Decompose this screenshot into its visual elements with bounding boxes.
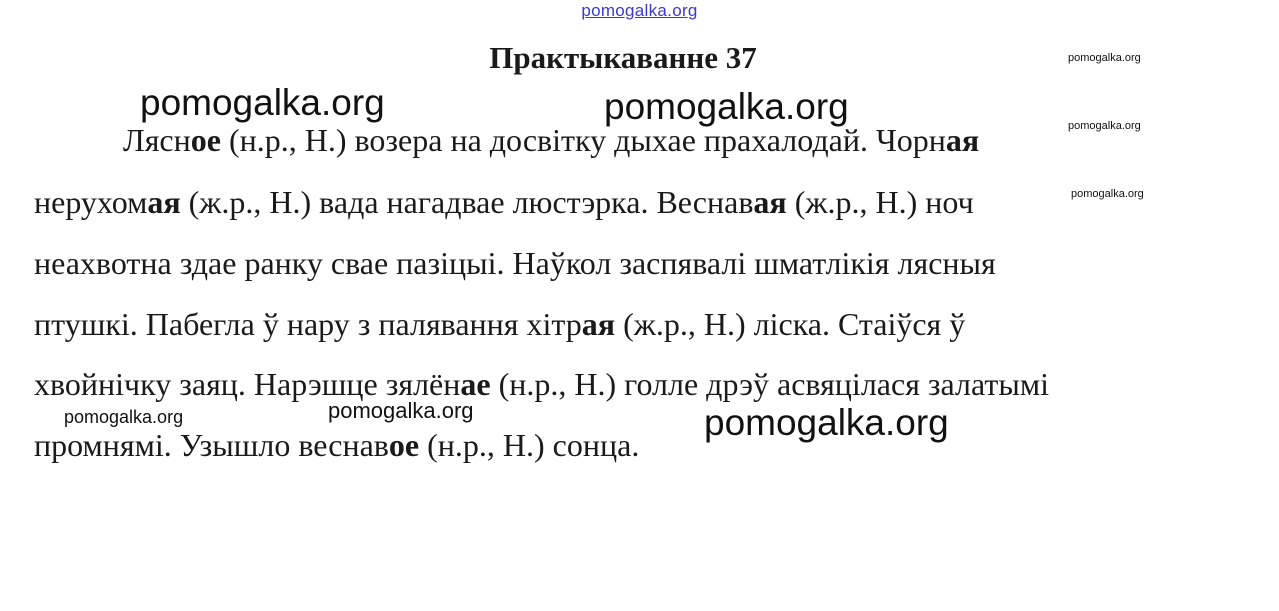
text-segment: Лясн xyxy=(123,122,191,158)
watermark: pomogalka.org xyxy=(1068,120,1141,132)
watermark: pomogalka.org xyxy=(1071,188,1144,200)
text-line-5 xyxy=(34,364,1049,404)
watermark: pomogalka.org xyxy=(328,398,474,423)
text-segment: (ж.р., Н.) ліска. Стаіўся ў xyxy=(615,306,966,342)
text-segment: (ж.р., Н.) ноч xyxy=(786,184,974,220)
watermark: pomogalka.org xyxy=(140,82,385,123)
bold-ending: ая xyxy=(581,306,616,342)
text-segment: нерухом xyxy=(34,184,148,220)
bold-ending: ое xyxy=(388,427,420,463)
bold-ending: ая xyxy=(147,184,181,220)
bold-ending: ая xyxy=(753,184,787,220)
text-segment: (н.р., Н.) голле дрэў асвяцілася залатымі xyxy=(490,366,1049,402)
text-segment: неахвотна здае ранку свае пазіцыі. Наўкол заспявалі шматлікія лясныя xyxy=(34,245,996,281)
watermark: pomogalka.org xyxy=(1068,52,1141,64)
text-line-3 xyxy=(34,243,996,283)
text-segment: (н.р., Н.) возера на досвітку дыхае прахалодай. Чорн xyxy=(220,122,946,158)
text-line-1 xyxy=(123,120,979,160)
text-line-6 xyxy=(34,425,639,465)
watermark: pomogalka.org xyxy=(64,407,184,427)
watermark: pomogalka.org xyxy=(604,86,849,127)
text-segment: хвойнічку заяц. Нарэшце зялён xyxy=(34,366,461,402)
text-segment: (ж.р., Н.) вада нагадвае люстэрка. Веснав xyxy=(180,184,754,220)
text-segment: (н.р., Н.) сонца. xyxy=(419,427,640,463)
text-segment: промнямі. Узышло веснав xyxy=(34,427,389,463)
bold-ending: ае xyxy=(460,366,491,402)
page-title: Практыкаванне 37 xyxy=(489,40,757,75)
watermark: pomogalka.org xyxy=(704,402,949,443)
text-line-4 xyxy=(34,304,965,344)
bold-ending: ое xyxy=(190,122,221,158)
text-line-2 xyxy=(34,182,974,222)
text-segment: птушкі. Пабегла ў нару з палявання хітр xyxy=(34,306,582,342)
site-link[interactable]: pomogalka.org xyxy=(581,1,698,20)
bold-ending: ая xyxy=(945,122,980,158)
